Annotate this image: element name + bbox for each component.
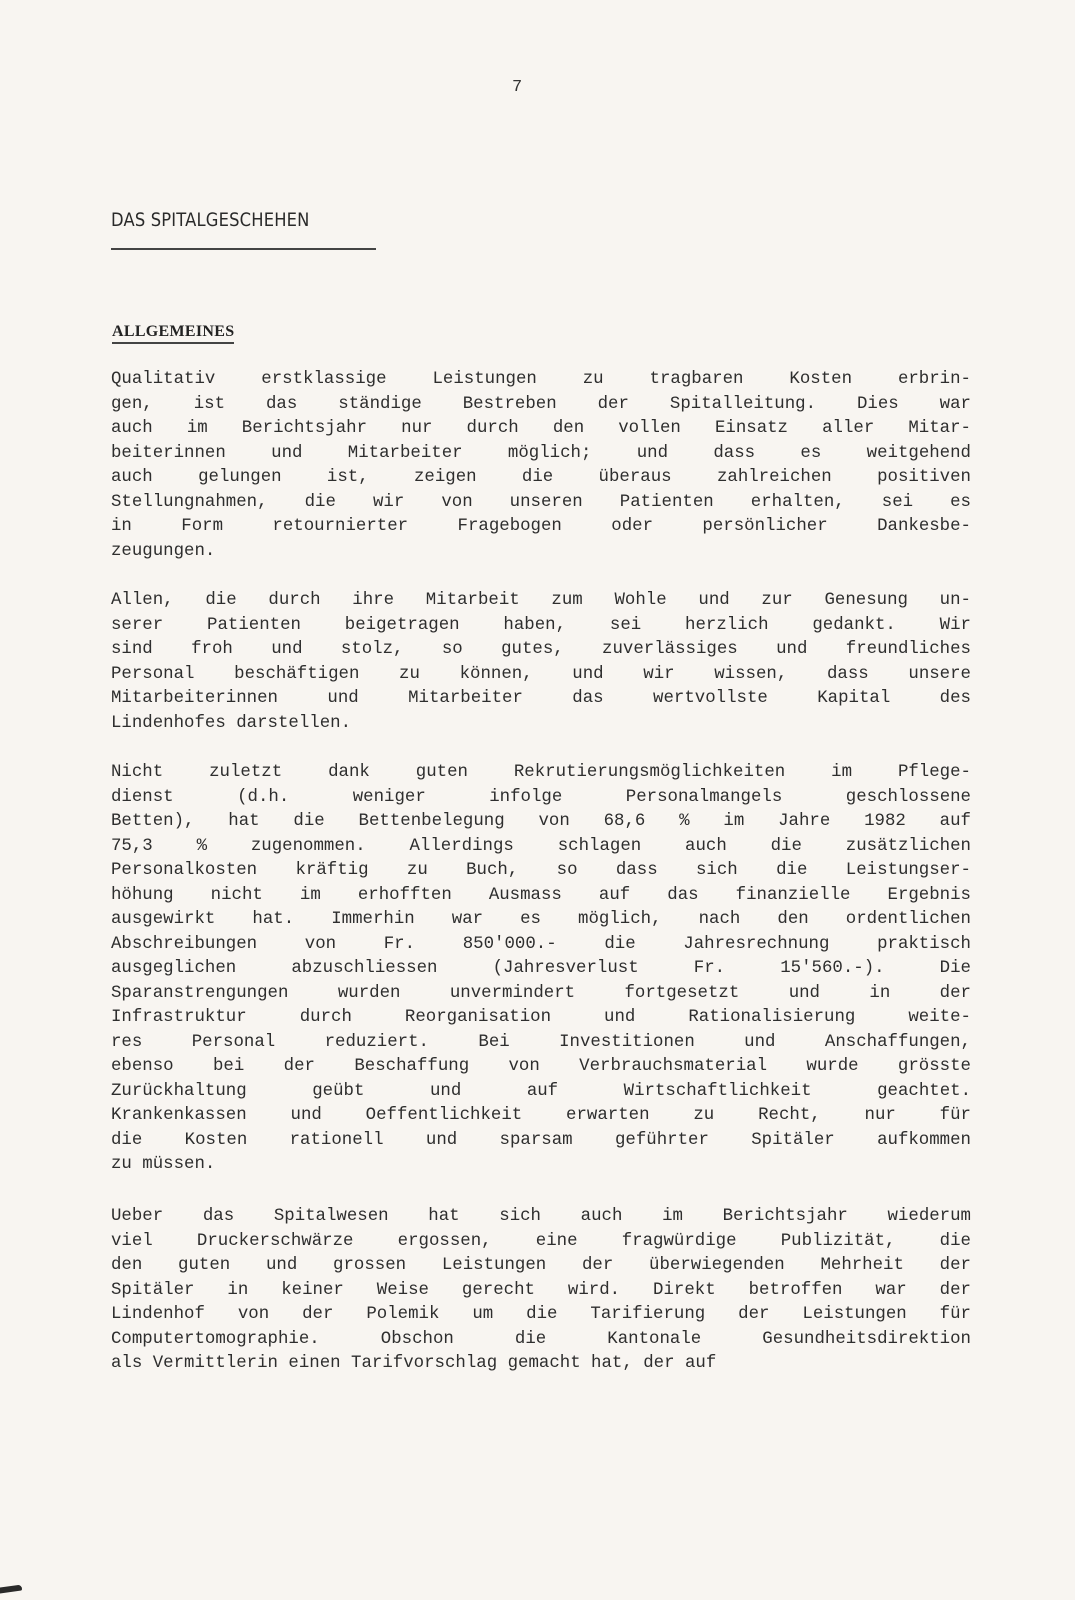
text-line: res Personal reduziert. Bei Investitionen und Anschaffungen, xyxy=(111,1032,971,1052)
text-line: Lindenhofes darstellen. xyxy=(111,713,352,733)
page-number: 7 xyxy=(512,78,523,97)
section-title-underline xyxy=(111,248,376,250)
text-line: Spitäler in keiner Weise gerecht wird. Direkt betroffen war der xyxy=(111,1280,971,1300)
text-line: in Form retournierter Fragebogen oder persönlicher Dankesbe- xyxy=(111,517,971,536)
text-line: auch gelungen ist, zeigen die überaus zahlreichen positiven xyxy=(111,468,971,487)
text-line: Zurückhaltung geübt und auf Wirtschaftlichkeit geachtet. xyxy=(111,1081,971,1101)
scan-edge-mark xyxy=(0,1584,22,1593)
text-line: Lindenhof von der Polemik um die Tarifierung der Leistungen für xyxy=(111,1305,971,1324)
subsection-title: ALLGEMEINES xyxy=(112,323,234,344)
text-line: zeugungen. xyxy=(111,541,216,561)
section-title: DAS SPITALGESCHEHEN xyxy=(111,209,310,231)
text-line: Infrastruktur durch Reorganisation und Rationalisierung weite- xyxy=(111,1008,971,1027)
text-line: viel Druckerschwärze ergossen, eine fragwürdige Publizität, die xyxy=(111,1231,971,1251)
text-line: 75,3 % zugenommen. Allerdings schlagen auch die zusätzlichen xyxy=(111,836,971,856)
text-line: auch im Berichtsjahr nur durch den vollen Einsatz aller Mitar- xyxy=(111,419,971,438)
text-line: Nicht zuletzt dank guten Rekrutierungsmöglichkeiten im Pflege- xyxy=(111,763,971,782)
text-line: zu müssen. xyxy=(111,1155,216,1174)
text-line: Stellungnahmen, die wir von unseren Patienten erhalten, sei es xyxy=(111,492,971,512)
text-line: sind froh und stolz, so gutes, zuverlässiges und freundliches xyxy=(111,640,971,659)
text-line: Abschreibungen von Fr. 850'000.- die Jahresrechnung praktisch xyxy=(111,934,971,954)
text-line: Allen, die durch ihre Mitarbeit zum Wohle und zur Genesung un- xyxy=(111,591,971,610)
text-line: als Vermittlerin einen Tarifvorschlag gemacht hat, der auf xyxy=(111,1354,717,1373)
paragraph-1 xyxy=(111,368,971,564)
text-line: dienst (d.h. weniger infolge Personalmangels geschlossene xyxy=(111,787,971,807)
paragraph-4 xyxy=(111,1205,971,1377)
text-line: höhung nicht im erhofften Ausmass auf das finanzielle Ergebnis xyxy=(111,885,971,905)
text-line: Ueber das Spitalwesen hat sich auch im Berichtsjahr wiederum xyxy=(111,1207,971,1226)
paragraph-3 xyxy=(111,761,971,1178)
paragraph-2 xyxy=(111,589,971,736)
text-line: gen, ist das ständige Bestreben der Spitalleitung. Dies war xyxy=(111,394,971,414)
text-line: Betten), hat die Bettenbelegung von 68,6 % im Jahre 1982 auf xyxy=(111,812,971,831)
text-line: die Kosten rationell und sparsam geführter Spitäler aufkommen xyxy=(111,1130,971,1150)
text-line: Personal beschäftigen zu können, und wir wissen, dass unsere xyxy=(111,664,971,684)
text-line: ebenso bei der Beschaffung von Verbrauchsmaterial wurde grösste xyxy=(111,1057,971,1076)
text-line: ausgeglichen abzuschliessen (Jahresverlust Fr. 15'560.-). Die xyxy=(111,959,971,978)
text-line: beiterinnen und Mitarbeiter möglich; und dass es weitgehend xyxy=(111,443,971,463)
text-line: Qualitativ erstklassige Leistungen zu tragbaren Kosten erbrin- xyxy=(111,370,971,389)
text-line: ausgewirkt hat. Immerhin war es möglich, nach den ordentlichen xyxy=(111,910,971,929)
text-line: Computertomographie. Obschon die Kantonale Gesundheitsdirektion xyxy=(111,1329,971,1349)
text-line: Personalkosten kräftig zu Buch, so dass sich die Leistungser- xyxy=(111,861,971,880)
text-line: Mitarbeiterinnen und Mitarbeiter das wertvollste Kapital des xyxy=(111,689,971,708)
text-line: Sparanstrengungen wurden unvermindert fortgesetzt und in der xyxy=(111,983,971,1003)
text-line: serer Patienten beigetragen haben, sei herzlich gedankt. Wir xyxy=(111,615,971,635)
text-line: Krankenkassen und Oeffentlichkeit erwarten zu Recht, nur für xyxy=(111,1106,971,1125)
text-line: den guten und grossen Leistungen der überwiegenden Mehrheit der xyxy=(111,1256,971,1275)
